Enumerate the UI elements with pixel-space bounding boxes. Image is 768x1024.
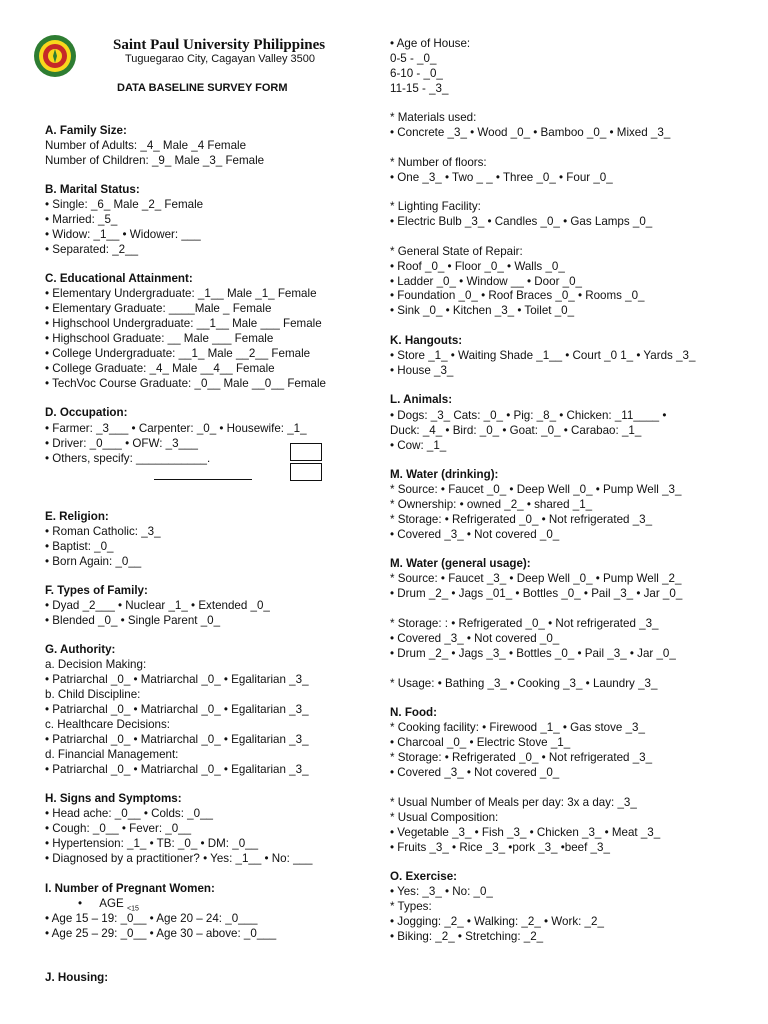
- left-section-heading: A. Family Size:: [45, 124, 127, 137]
- right-form-line: * Storage: : • Refrigerated _0_ • Not refrigerated _3_: [390, 617, 659, 630]
- left-form-line: • Single: _6_ Male _2_ Female: [45, 198, 204, 211]
- right-form-line: • Drum _2_ • Jags _01_ • Bottles _0_ • Pail _3_ • Jar _0_: [390, 587, 683, 600]
- left-form-line: • Baptist: _0_: [45, 540, 114, 553]
- left-form-line: • Elementary Graduate: ____Male _ Female: [45, 302, 272, 315]
- right-form-line: * Usual Composition:: [390, 811, 499, 824]
- left-section-heading: I. Number of Pregnant Women:: [45, 882, 215, 895]
- left-form-line: • Hypertension: _1_ • TB: _0_ • DM: _0__: [45, 837, 259, 850]
- right-form-line: 11-15 - _3_: [390, 82, 449, 95]
- age-label-text: AGE: [99, 897, 124, 910]
- right-form-line: 6-10 - _0_: [390, 67, 443, 80]
- right-form-line: • Sink _0_ • Kitchen _3_ • Toilet _0_: [390, 304, 575, 317]
- right-form-line: • Vegetable _3_ • Fish _3_ • Chicken _3_ • Meat _3_: [390, 826, 661, 839]
- right-form-line: • Covered _3_ • Not covered _0_: [390, 528, 560, 541]
- right-form-line: * Number of floors:: [390, 156, 487, 169]
- right-form-line: • Roof _0_ • Floor _0_ • Walls _0_: [390, 260, 565, 273]
- left-form-line: • Patriarchal _0_ • Matriarchal _0_ • Egalitarian _3_: [45, 763, 309, 776]
- right-form-line: * Ownership: • owned _2_ • shared _1_: [390, 498, 593, 511]
- right-form-line: • Dogs: _3_ Cats: _0_ • Pig: _8_ • Chicken: _11____ •: [390, 409, 667, 422]
- left-form-line: • Patriarchal _0_ • Matriarchal _0_ • Egalitarian _3_: [45, 733, 309, 746]
- right-form-line: * Storage: • Refrigerated _0_ • Not refrigerated _3_: [390, 751, 653, 764]
- left-section-heading: C. Educational Attainment:: [45, 272, 193, 285]
- right-form-line: • Drum _2_ • Jags _3_ • Bottles _0_ • Pail _3_ • Jar _0_: [390, 647, 676, 660]
- right-form-line: * General State of Repair:: [390, 245, 523, 258]
- right-form-line: * Source: • Faucet _3_ • Deep Well _0_ • Pump Well _2_: [390, 572, 682, 585]
- left-section-heading: B. Marital Status:: [45, 183, 140, 196]
- right-form-line: • Biking: _2_ • Stretching: _2_: [390, 930, 544, 943]
- right-form-line: • House _3_: [390, 364, 454, 377]
- university-seal-logo: [33, 34, 77, 78]
- left-form-line: • Age 15 – 19: _0__ • Age 20 – 24: _0___: [45, 912, 258, 925]
- right-form-line: • Concrete _3_ • Wood _0_ • Bamboo _0_ • Mixed _3_: [390, 126, 671, 139]
- left-form-line: • Diagnosed by a practitioner? • Yes: _1__ • No: ___: [45, 852, 313, 865]
- left-form-line: • Roman Catholic: _3_: [45, 525, 161, 538]
- left-form-line: • Married: _5_: [45, 213, 118, 226]
- right-form-line: * Cooking facility: • Firewood _1_ • Gas stove _3_: [390, 721, 645, 734]
- university-name: Saint Paul University Philippines: [113, 37, 326, 53]
- specify-line: [154, 479, 252, 480]
- right-section-heading: L. Animals:: [390, 393, 453, 406]
- university-address: Tuguegarao City, Cagayan Valley 3500: [125, 53, 315, 65]
- left-form-line: • Blended _0_ • Single Parent _0_: [45, 614, 221, 627]
- right-form-line: • Fruits _3_ • Rice _3_ •pork _3_ •beef _3_: [390, 841, 610, 854]
- right-form-line: * Types:: [390, 900, 432, 913]
- left-form-line: • Highschool Graduate: __ Male ___ Female: [45, 332, 274, 345]
- right-form-line: 0-5 - _0_: [390, 52, 437, 65]
- left-form-line: d. Financial Management:: [45, 748, 179, 761]
- left-form-line: • Dyad _2___ • Nuclear _1_ • Extended _0_: [45, 599, 270, 612]
- right-section-heading: K. Hangouts:: [390, 334, 463, 347]
- age-subscript: <15: [127, 905, 139, 913]
- left-form-line: Number of Adults: _4_ Male _4 Female: [45, 139, 247, 152]
- right-section-heading: N. Food:: [390, 706, 438, 719]
- left-form-line: • Widow: _1__ • Widower: ___: [45, 228, 201, 241]
- right-form-line: • Electric Bulb _3_ • Candles _0_ • Gas Lamps _0_: [390, 215, 653, 228]
- right-form-line: • Foundation _0_ • Roof Braces _0_ • Rooms _0_: [390, 289, 645, 302]
- left-section-heading: D. Occupation:: [45, 406, 128, 419]
- right-form-line: • Yes: _3_ • No: _0_: [390, 885, 493, 898]
- left-form-line: • College Graduate: _4_ Male __4__ Female: [45, 362, 275, 375]
- left-form-line: • Age 25 – 29: _0__ • Age 30 – above: _0___: [45, 927, 277, 940]
- left-form-line: • Born Again: _0__: [45, 555, 142, 568]
- specify-box-1[interactable]: [290, 443, 322, 461]
- left-form-line: • Patriarchal _0_ • Matriarchal _0_ • Egalitarian _3_: [45, 703, 309, 716]
- left-form-line: • Elementary Undergraduate: _1__ Male _1_ Female: [45, 287, 317, 300]
- left-section-heading: H. Signs and Symptoms:: [45, 792, 182, 805]
- left-form-line: • Head ache: _0__ • Colds: _0__: [45, 807, 213, 820]
- left-section-heading: E. Religion:: [45, 510, 109, 523]
- left-form-line: • Farmer: _3___ • Carpenter: _0_ • Housewife: _1_: [45, 422, 307, 435]
- right-form-line: • Ladder _0_ • Window __ • Door _0_: [390, 275, 582, 288]
- right-form-line: * Materials used:: [390, 111, 477, 124]
- age-label: • AGE $_{<15}$: [78, 897, 139, 913]
- left-form-line: • Separated: _2__: [45, 243, 139, 256]
- right-section-heading: M. Water (drinking):: [390, 468, 499, 481]
- right-form-line: * Usual Number of Meals per day: 3x a day: _3_: [390, 796, 637, 809]
- left-form-line: • Driver: _0___ • OFW: _3___: [45, 437, 198, 450]
- left-section-heading: G. Authority:: [45, 643, 116, 656]
- right-form-line: * Storage: • Refrigerated _0_ • Not refrigerated _3_: [390, 513, 653, 526]
- left-form-line: • TechVoc Course Graduate: _0__ Male __0__ Female: [45, 377, 326, 390]
- right-form-line: • Covered _3_ • Not covered _0_: [390, 632, 560, 645]
- right-form-line: • Jogging: _2_ • Walking: _2_ • Work: _2_: [390, 915, 604, 928]
- right-form-line: • Charcoal _0_ • Electric Stove _1_: [390, 736, 571, 749]
- left-form-line: b. Child Discipline:: [45, 688, 141, 701]
- right-form-line: * Usage: • Bathing _3_ • Cooking _3_ • Laundry _3_: [390, 677, 658, 690]
- right-form-line: • Store _1_ • Waiting Shade _1__ • Court _0 1_ • Yards _3_: [390, 349, 696, 362]
- right-form-line: * Lighting Facility:: [390, 200, 481, 213]
- left-form-line: • Cough: _0__ • Fever: _0__: [45, 822, 192, 835]
- right-form-line: * Source: • Faucet _0_ • Deep Well _0_ • Pump Well _3_: [390, 483, 682, 496]
- left-section-heading: F. Types of Family:: [45, 584, 148, 597]
- left-form-line: a. Decision Making:: [45, 658, 147, 671]
- left-form-line: • Others, specify: ___________.: [45, 452, 211, 465]
- left-form-line: • College Undergraduate: __1_ Male __2__ Female: [45, 347, 311, 360]
- right-section-heading: O. Exercise:: [390, 870, 458, 883]
- left-section-heading: J. Housing:: [45, 971, 109, 984]
- specify-box-2[interactable]: [290, 463, 322, 481]
- left-form-line: • Highschool Undergraduate: __1__ Male ___ Female: [45, 317, 322, 330]
- right-section-heading: M. Water (general usage):: [390, 557, 531, 570]
- right-form-line: • Covered _3_ • Not covered _0_: [390, 766, 560, 779]
- right-form-line: Duck: _4_ • Bird: _0_ • Goat: _0_ • Carabao: _1_: [390, 424, 642, 437]
- left-form-line: • Patriarchal _0_ • Matriarchal _0_ • Egalitarian _3_: [45, 673, 309, 686]
- left-form-line: c. Healthcare Decisions:: [45, 718, 171, 731]
- right-form-line: • Age of House:: [390, 37, 471, 50]
- right-form-line: • Cow: _1_: [390, 439, 447, 452]
- right-form-line: • One _3_ • Two _ _ • Three _0_ • Four _0_: [390, 171, 613, 184]
- form-title: DATA BASELINE SURVEY FORM: [117, 82, 288, 94]
- left-form-line: Number of Children: _9_ Male _3_ Female: [45, 154, 265, 167]
